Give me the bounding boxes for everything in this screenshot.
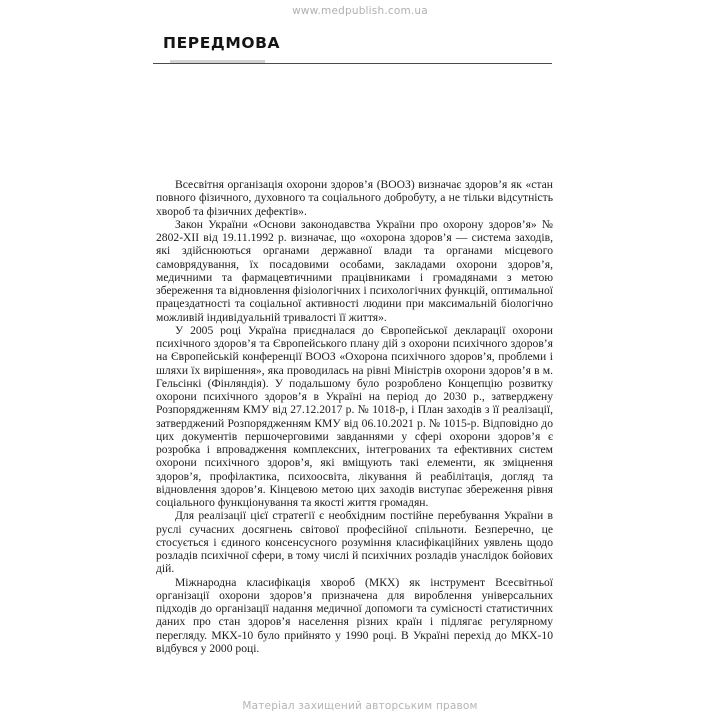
body-text [156, 178, 553, 655]
paragraph: Міжнародна класифікація хвороб (МКХ) як інструмент Всесвітньої організації охорони здоров’я призначена для вироблення універсальних підходів до організації надання медичної допомоги та сумісності статистичних даних про стан здоров’я населення різних країн і підлягає регулярному перегляду. МКХ-10 було прийнято у 1990 році. В Україні перехід до МКХ-10 відбувся у 2000 році. [156, 575, 553, 655]
paragraph: У 2005 році Україна приєдналася до Європейської декларації охорони психічного здоров’я та Європейського плану дій з охорони психічного здоров’я на Європейській конференції ВООЗ «Охорона психічного здоров’я, проблеми і шляхи їх вирішення», яка проводилась на рівні Міністрів охорони здоров’я в м. Гельсінкі (Фінляндія). У подальшому було розроблено Концепцію розвитку охорони психічного здоров’я в Україні на період до 2030 р., затверджену Розпорядженням КМУ від 27.12.2017 р. № 1018-р, і План заходів з її реалізації, затверджений Розпорядженням КМУ від 06.10.2021 р. № 1015-р. Відповідно до цих документів першочерговими завданнями у сфері охорони здоров’я є розробка і впровадження комплексних, інтегрованих та ефективних систем охорони психічного здоров’я, які вміщують такі елементи, як зміцнення здоров’я, профілактика, психоосвіта, лікування й реабілітація, догляд та відновлення здоров’я. Кінцевою метою цих заходів виступає збереження рівня соціального функціонування та якості життя громадян. [156, 323, 553, 509]
paragraph: Для реалізації цієї стратегії є необхідним постійне перебування України в руслі сучасних досягнень світової професійної спільноти. Безперечно, це стосується і єдиного консенсусного розуміння класифікаційних уявлень щодо розладів психічної сфери, в тому числі й психічних розладів унаслідок бойових дій. [156, 509, 553, 576]
paragraph: Всесвітня організація охорони здоров’я (ВООЗ) визначає здоров’я як «стан повного фізичного, духовного та соціального добробуту, а не тільки відсутність хвороб та фізичних дефектів». [156, 178, 553, 218]
site-watermark-top: www.medpublish.com.ua [292, 5, 428, 17]
document-page [153, 0, 553, 720]
header-divider [153, 63, 552, 64]
paragraph: Закон України «Основи законодавства України про охорону здоров’я» № 2802-ХІІ від 19.11.1992 р. визначає, що «охорона здоров’я — система заходів, які здійснюються органами державної влади та органами місцевого самоврядування, їх посадовими особами, закладами охорони здоров’я, медичними та фармацевтичними працівниками і громадянами з метою збереження та відновлення фізіологічних і психологічних функцій, оптимальної працездатності та соціальної активності людини при максимальній біологічно можливій індивідуальній тривалості її життя». [156, 217, 553, 324]
copyright-watermark-bottom: Матеріал захищений авторським правом [242, 700, 478, 712]
page-title: ПЕРЕДМОВА [163, 34, 281, 52]
